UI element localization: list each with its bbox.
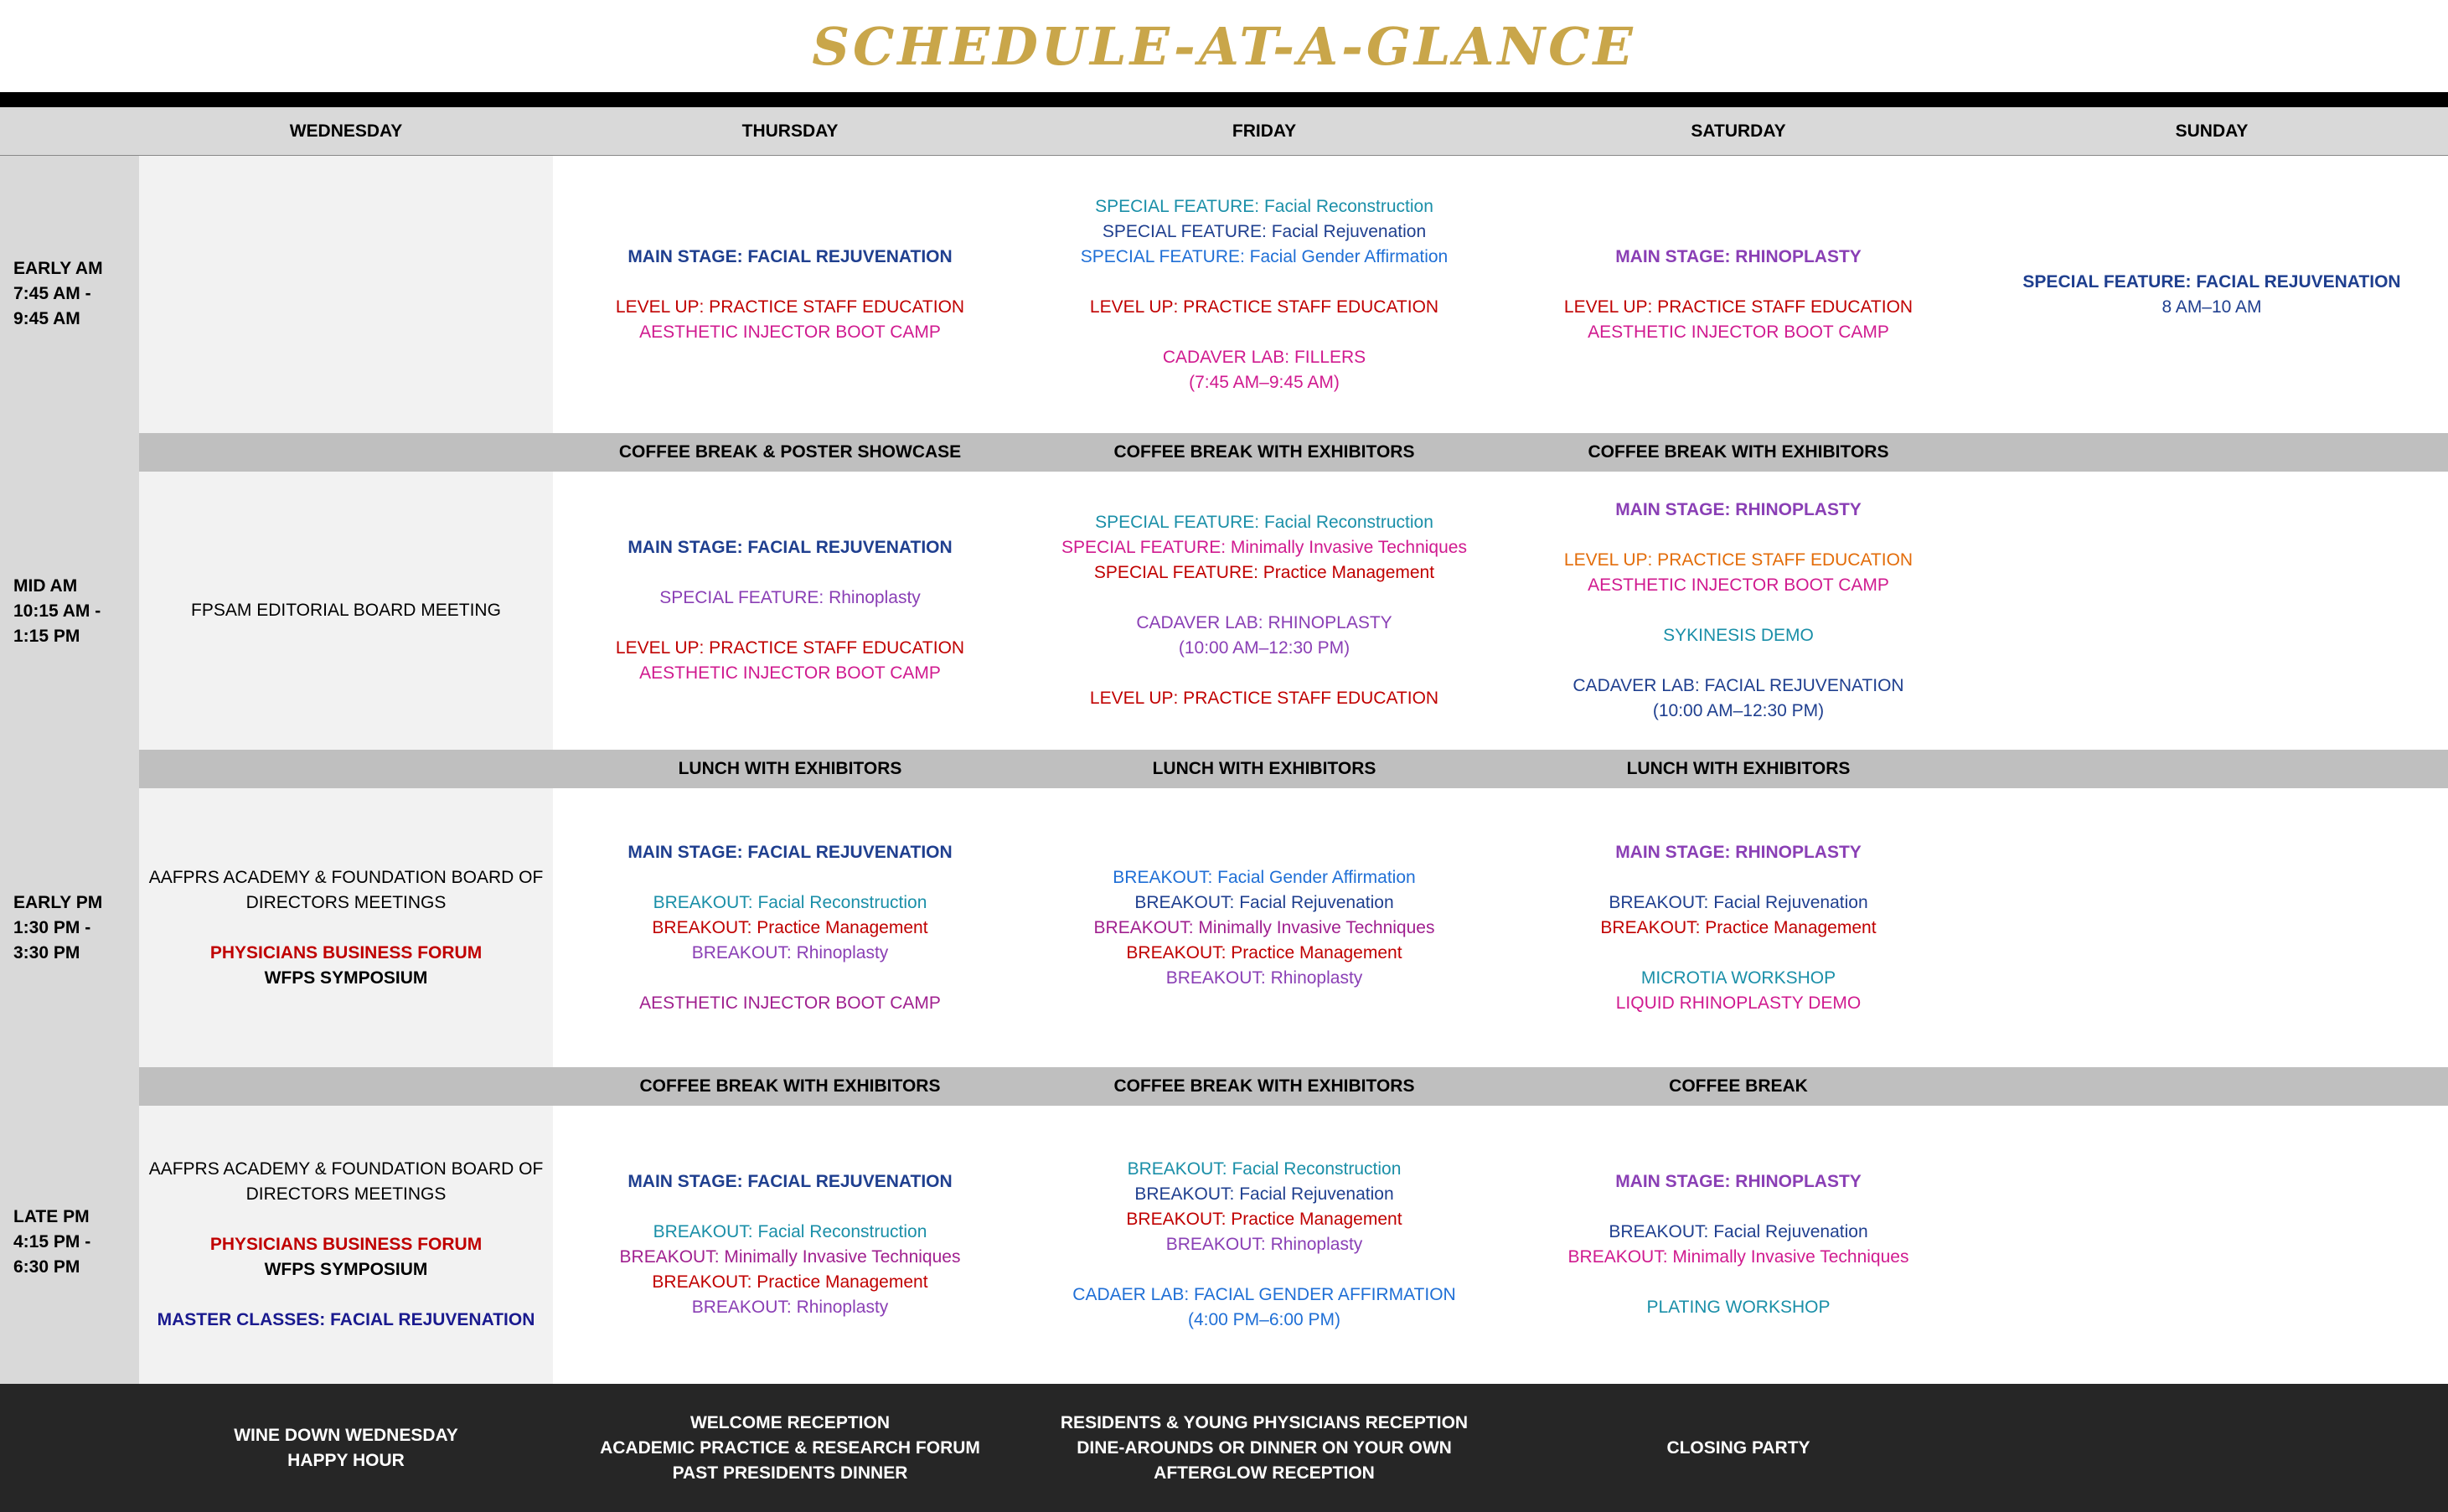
- session-line: SPECIAL FEATURE: Facial Reconstruction: [1095, 513, 1433, 532]
- session-line: BREAKOUT: Rhinoplasty: [1165, 968, 1363, 988]
- session-line: PLATING WORKSHOP: [1646, 1298, 1831, 1317]
- session-line: LEVEL UP: PRACTICE STAFF EDUCATION: [1563, 550, 1913, 570]
- session-cell-saturday-mid-am: [1501, 472, 1975, 750]
- time-column: [0, 156, 139, 1384]
- session-line: MICROTIA WORKSHOP: [1640, 968, 1836, 988]
- session-line: LEVEL UP: PRACTICE STAFF EDUCATION: [1089, 689, 1439, 708]
- day-header-thursday: THURSDAY: [553, 107, 1027, 156]
- session-line: FPSAM EDITORIAL BOARD MEETING: [191, 601, 501, 620]
- session-line: LEVEL UP: PRACTICE STAFF EDUCATION: [615, 638, 965, 658]
- session-cell-thursday-mid-am: [553, 472, 1027, 750]
- session-line: DIRECTORS MEETINGS: [245, 892, 447, 912]
- session-line: MAIN STAGE: FACIAL REJUVENATION: [627, 246, 953, 266]
- session-line: BREAKOUT: Rhinoplasty: [691, 1298, 889, 1317]
- session-line: LEVEL UP: PRACTICE STAFF EDUCATION: [1089, 297, 1439, 317]
- session-line: MAIN STAGE: FACIAL REJUVENATION: [627, 1172, 953, 1191]
- session-line: (7:45 AM–9:45 AM): [1189, 372, 1340, 392]
- session-line: SYKINESIS DEMO: [1663, 626, 1814, 645]
- session-cell-friday-mid-am: [1027, 472, 1501, 750]
- session-cell-thursday-late-pm: [553, 1106, 1027, 1384]
- session-line: SPECIAL FEATURE: Facial Reconstruction: [1095, 196, 1433, 216]
- session-cell-friday-late-pm: [1027, 1106, 1501, 1384]
- session-cell-saturday-early-pm: [1501, 788, 1975, 1067]
- session-line: CADAVER LAB: FACIAL REJUVENATION: [1573, 676, 1904, 695]
- session-line: BREAKOUT: Minimally Invasive Techniques: [1567, 1247, 1909, 1267]
- session-line: MAIN STAGE: RHINOPLASTY: [1615, 1172, 1862, 1191]
- session-line: BREAKOUT: Facial Rejuvenation: [1609, 892, 1868, 912]
- session-line: LIQUID RHINOPLASTY DEMO: [1615, 993, 1862, 1013]
- session-line: BREAKOUT: Minimally Invasive Techniques: [1093, 917, 1435, 937]
- session-line: MAIN STAGE: FACIAL REJUVENATION: [627, 842, 953, 862]
- session-line: BREAKOUT: Rhinoplasty: [691, 942, 889, 962]
- day-header-wednesday: WEDNESDAY: [139, 107, 553, 156]
- header-corner: [0, 107, 139, 156]
- break-label: COFFEE BREAK WITH EXHIBITORS: [1588, 442, 1889, 462]
- session-line: AESTHETIC INJECTOR BOOT CAMP: [1588, 575, 1889, 595]
- session-line: AESTHETIC INJECTOR BOOT CAMP: [639, 993, 941, 1013]
- session-line: BREAKOUT: Practice Management: [1126, 1210, 1402, 1229]
- session-line: SPECIAL FEATURE: Rhinoplasty: [659, 588, 921, 607]
- session-line: BREAKOUT: Facial Reconstruction: [1127, 1159, 1402, 1179]
- day-header-saturday: SATURDAY: [1501, 107, 1975, 156]
- session-line: BREAKOUT: Facial Gender Affirmation: [1113, 867, 1416, 887]
- session-line: BREAKOUT: Practice Management: [1600, 917, 1877, 937]
- session-line: MAIN STAGE: RHINOPLASTY: [1615, 842, 1862, 862]
- session-line: AAFPRS ACADEMY & FOUNDATION BOARD OF: [148, 867, 544, 887]
- break-label: COFFEE BREAK: [1669, 1076, 1808, 1096]
- session-line: CADAVER LAB: RHINOPLASTY: [1136, 613, 1392, 632]
- session-line: (10:00 AM–12:30 PM): [1652, 701, 1825, 720]
- session-cell-wednesday-early-pm: [139, 788, 553, 1067]
- break-label: COFFEE BREAK WITH EXHIBITORS: [1113, 1076, 1415, 1096]
- evening-line: ACADEMIC PRACTICE & RESEARCH FORUM: [600, 1437, 980, 1458]
- session-cell-friday-early-pm: [1027, 788, 1501, 1067]
- session-line: BREAKOUT: Facial Rejuvenation: [1134, 1184, 1394, 1204]
- session-cell-thursday-early-pm: [553, 788, 1027, 1067]
- session-line: (4:00 PM–6:00 PM): [1187, 1310, 1341, 1329]
- session-line: BREAKOUT: Practice Management: [652, 917, 928, 937]
- session-line: MAIN STAGE: FACIAL REJUVENATION: [627, 538, 953, 557]
- session-cell-saturday-late-pm: [1501, 1106, 1975, 1384]
- session-line: BREAKOUT: Practice Management: [652, 1272, 928, 1292]
- session-cell-thursday-early-am: [553, 156, 1027, 433]
- session-line: CADAER LAB: FACIAL GENDER AFFIRMATION: [1072, 1285, 1456, 1304]
- session-line: SPECIAL FEATURE: Minimally Invasive Techniques: [1061, 538, 1467, 557]
- break-label: LUNCH WITH EXHIBITORS: [1626, 759, 1851, 778]
- session-line: MAIN STAGE: RHINOPLASTY: [1615, 500, 1862, 519]
- session-line: DIRECTORS MEETINGS: [245, 1184, 447, 1204]
- time-slot-late-pm: LATE PM 4:15 PM - 6:30 PM: [13, 1207, 91, 1277]
- evening-line: DINE-AROUNDS OR DINNER ON YOUR OWN: [1077, 1437, 1452, 1458]
- session-cell-wednesday-late-pm: [139, 1106, 553, 1384]
- session-line: 8 AM–10 AM: [2161, 297, 2262, 317]
- time-slot-early-pm: EARLY PM 1:30 PM - 3:30 PM: [13, 893, 103, 962]
- session-line: SPECIAL FEATURE: Facial Rejuvenation: [1102, 221, 1427, 241]
- session-line: SPECIAL FEATURE: Facial Gender Affirmation: [1080, 246, 1449, 266]
- session-line: AESTHETIC INJECTOR BOOT CAMP: [639, 322, 941, 342]
- session-line: AESTHETIC INJECTOR BOOT CAMP: [1588, 322, 1889, 342]
- session-line: SPECIAL FEATURE: Practice Management: [1093, 563, 1435, 582]
- break-label: COFFEE BREAK & POSTER SHOWCASE: [618, 442, 962, 462]
- session-line: BREAKOUT: Rhinoplasty: [1165, 1235, 1363, 1254]
- session-line: AAFPRS ACADEMY & FOUNDATION BOARD OF: [148, 1159, 544, 1179]
- session-line: WFPS SYMPOSIUM: [264, 968, 428, 988]
- session-line: PHYSICIANS BUSINESS FORUM: [209, 1235, 483, 1254]
- page-title: SCHEDULE-AT-A-GLANCE: [812, 15, 1636, 77]
- evening-cell-friday: [1027, 1384, 1501, 1512]
- evening-line: RESIDENTS & YOUNG PHYSICIANS RECEPTION: [1060, 1412, 1469, 1432]
- session-cell-saturday-early-am: [1501, 156, 1975, 433]
- session-cell-wednesday-mid-am: [139, 472, 553, 750]
- evening-line: WINE DOWN WEDNESDAY: [234, 1425, 458, 1445]
- evening-cell-thursday: [553, 1384, 1027, 1512]
- break-label: COFFEE BREAK WITH EXHIBITORS: [1113, 442, 1415, 462]
- session-line: PHYSICIANS BUSINESS FORUM: [209, 942, 483, 962]
- session-line: LEVEL UP: PRACTICE STAFF EDUCATION: [1563, 297, 1913, 317]
- evening-cell-wednesday: [139, 1384, 553, 1512]
- session-line: BREAKOUT: Facial Rejuvenation: [1609, 1222, 1868, 1241]
- break-label: COFFEE BREAK WITH EXHIBITORS: [639, 1076, 941, 1096]
- evening-line: AFTERGLOW RECEPTION: [1154, 1463, 1375, 1483]
- session-line: MASTER CLASSES: FACIAL REJUVENATION: [157, 1310, 535, 1329]
- session-line: BREAKOUT: Facial Reconstruction: [653, 892, 927, 912]
- day-header-friday: FRIDAY: [1027, 107, 1501, 156]
- session-line: MAIN STAGE: RHINOPLASTY: [1615, 246, 1862, 266]
- evening-line: HAPPY HOUR: [287, 1450, 405, 1470]
- session-line: BREAKOUT: Facial Reconstruction: [653, 1222, 927, 1241]
- time-slot-mid-am: MID AM 10:15 AM - 1:15 PM: [13, 576, 101, 646]
- break-label: LUNCH WITH EXHIBITORS: [678, 759, 902, 778]
- session-line: BREAKOUT: Minimally Invasive Techniques: [619, 1247, 961, 1267]
- evening-line: CLOSING PARTY: [1666, 1437, 1810, 1458]
- session-line: AESTHETIC INJECTOR BOOT CAMP: [639, 663, 941, 683]
- session-line: WFPS SYMPOSIUM: [264, 1260, 428, 1279]
- session-line: CADAVER LAB: FILLERS: [1162, 347, 1366, 367]
- session-line: SPECIAL FEATURE: FACIAL REJUVENATION: [2022, 271, 2401, 292]
- break-label: LUNCH WITH EXHIBITORS: [1152, 759, 1376, 778]
- session-line: BREAKOUT: Facial Rejuvenation: [1134, 892, 1394, 912]
- evening-line: PAST PRESIDENTS DINNER: [672, 1463, 908, 1483]
- time-slot-early-am: EARLY AM 7:45 AM - 9:45 AM: [13, 259, 103, 328]
- day-header-sunday: SUNDAY: [1975, 107, 2448, 156]
- evening-cell-saturday: [1501, 1384, 1975, 1512]
- session-line: (10:00 AM–12:30 PM): [1178, 638, 1351, 658]
- header-divider: [0, 92, 2448, 107]
- evening-line: WELCOME RECEPTION: [689, 1412, 890, 1432]
- session-line: LEVEL UP: PRACTICE STAFF EDUCATION: [615, 297, 965, 317]
- session-line: BREAKOUT: Practice Management: [1126, 942, 1402, 962]
- session-cell-sunday-early-am: [1975, 156, 2448, 433]
- session-cell-friday-early-am: [1027, 156, 1501, 433]
